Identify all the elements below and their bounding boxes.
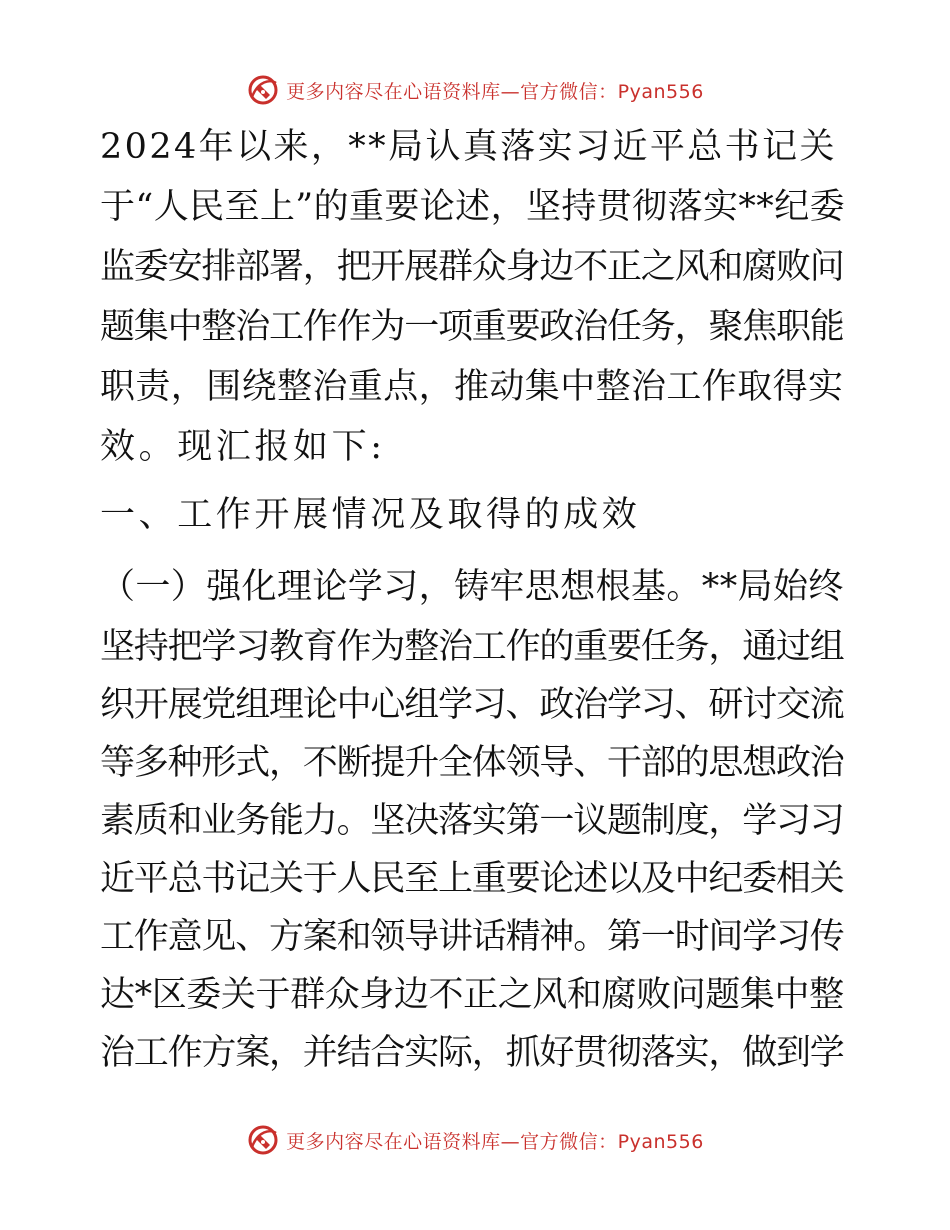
paragraph-line: 治工作方案，并结合实际，抓好贯彻落实，做到学 <box>100 1033 844 1073</box>
paragraph-line: 近平总书记关于人民至上重要论述以及中纪委相关 <box>100 859 844 899</box>
watermark-text: 更多内容尽在心语资料库—官方微信：Pyan556 <box>286 80 704 103</box>
fountain-pen-swirl-icon <box>246 1123 280 1157</box>
footer-watermark <box>0 1120 950 1160</box>
header-watermark <box>0 70 950 110</box>
paragraph-line: 织开展党组理论中心组学习、政治学习、研讨交流 <box>100 685 844 725</box>
paragraph-line: 工作意见、方案和领导讲话精神。第一时间学习传 <box>100 917 844 957</box>
watermark-text: 更多内容尽在心语资料库—官方微信：Pyan556 <box>286 1130 704 1153</box>
fountain-pen-swirl-icon <box>246 73 280 107</box>
paragraph-line: 达*区委关于群众身边不正之风和腐败问题集中整 <box>100 975 844 1015</box>
paragraph-line: 等多种形式，不断提升全体领导、干部的思想政治 <box>100 743 844 783</box>
paragraph-line: 2024年以来，**局认真落实习近平总书记关 <box>100 127 837 167</box>
paragraph-line: 职责，围绕整治重点，推动集中整治工作取得实 <box>100 367 844 407</box>
paragraph-line: 素质和业务能力。坚决落实第一议题制度，学习习 <box>100 801 844 841</box>
paragraph-line: 效。现汇报如下: <box>100 427 386 467</box>
paragraph-line: 监委安排部署，把开展群众身边不正之风和腐败问 <box>100 247 844 287</box>
paragraph-line: 坚持把学习教育作为整治工作的重要任务，通过组 <box>100 627 844 667</box>
subsection-heading-line: （一）强化理论学习，铸牢思想根基。**局始终 <box>100 567 844 607</box>
paragraph-line: 于“人民至上”的重要论述，坚持贯彻落实**纪委 <box>100 187 845 227</box>
section-heading: 一、工作开展情况及取得的成效 <box>100 495 641 535</box>
paragraph-line: 题集中整治工作作为一项重要政治任务，聚焦职能 <box>100 307 844 347</box>
